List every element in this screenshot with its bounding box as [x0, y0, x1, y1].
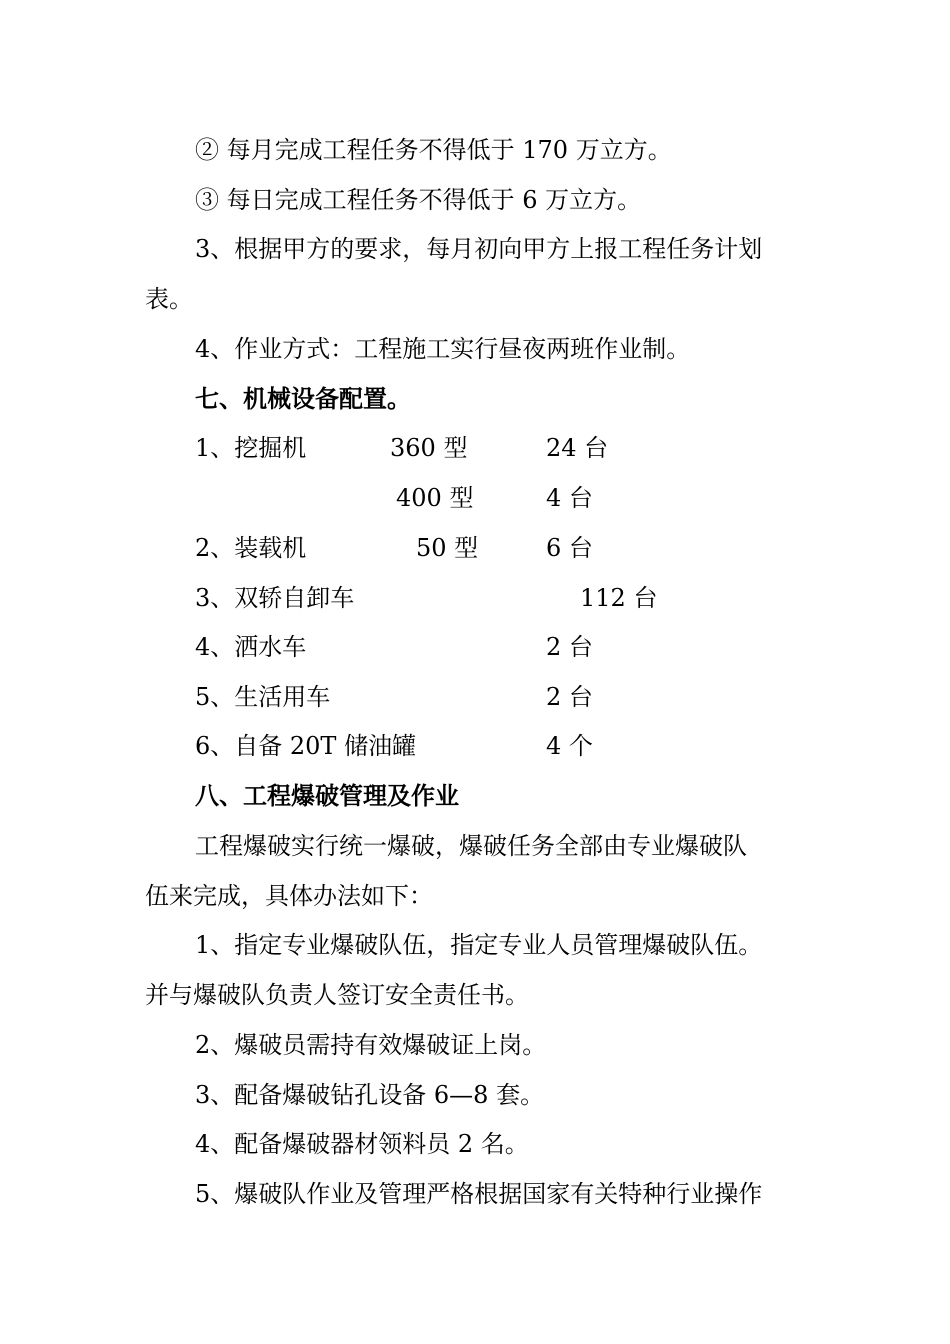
equipment-qty: 6 台 — [546, 534, 593, 562]
section-heading-blasting: 八、工程爆破管理及作业 — [195, 781, 459, 810]
report-plan-line: 3、根据甲方的要求，每月初向甲方上报工程任务计划 — [195, 235, 763, 263]
blasting-item-3: 3、配备爆破钻孔设备 6—8 套。 — [195, 1081, 545, 1109]
report-plan-line-cont: 表。 — [145, 285, 193, 313]
equipment-name: 4、洒水车 — [195, 633, 307, 661]
equipment-name: 1、挖掘机 — [195, 434, 307, 462]
equipment-name: 6、自备 20T 储油罐 — [195, 732, 417, 760]
equipment-qty: 24 台 — [546, 434, 609, 462]
task-monthly-line: ② 每月完成工程任务不得低于 170 万立方。 — [195, 136, 672, 164]
equipment-qty: 2 台 — [546, 683, 593, 711]
blasting-item-1: 1、指定专业爆破队伍，指定专业人员管理爆破队伍。 — [195, 931, 763, 959]
blasting-item-5: 5、爆破队作业及管理严格根据国家有关特种行业操作 — [195, 1180, 763, 1208]
work-mode-line: 4、作业方式：工程施工实行昼夜两班作业制。 — [195, 335, 691, 363]
equipment-name: 5、生活用车 — [195, 683, 331, 711]
equipment-model: 400 型 — [396, 484, 474, 512]
equipment-qty: 4 个 — [546, 732, 593, 760]
equipment-name: 2、装载机 — [195, 534, 307, 562]
section-heading-equipment: 七、机械设备配置。 — [195, 384, 411, 413]
equipment-model: 50 型 — [416, 534, 479, 562]
equipment-qty: 112 台 — [580, 584, 658, 612]
blasting-intro-line-cont: 伍来完成，具体办法如下： — [145, 882, 433, 910]
blasting-item-1-cont: 并与爆破队负责人签订安全责任书。 — [145, 981, 529, 1009]
task-daily-line: ③ 每日完成工程任务不得低于 6 万立方。 — [195, 186, 642, 214]
blasting-item-2: 2、爆破员需持有效爆破证上岗。 — [195, 1031, 547, 1059]
blasting-item-4: 4、配备爆破器材领料员 2 名。 — [195, 1130, 529, 1158]
equipment-qty: 4 台 — [546, 484, 593, 512]
equipment-model: 360 型 — [390, 434, 468, 462]
equipment-qty: 2 台 — [546, 633, 593, 661]
equipment-name: 3、双轿自卸车 — [195, 584, 355, 612]
blasting-intro-line: 工程爆破实行统一爆破，爆破任务全部由专业爆破队 — [195, 832, 747, 860]
